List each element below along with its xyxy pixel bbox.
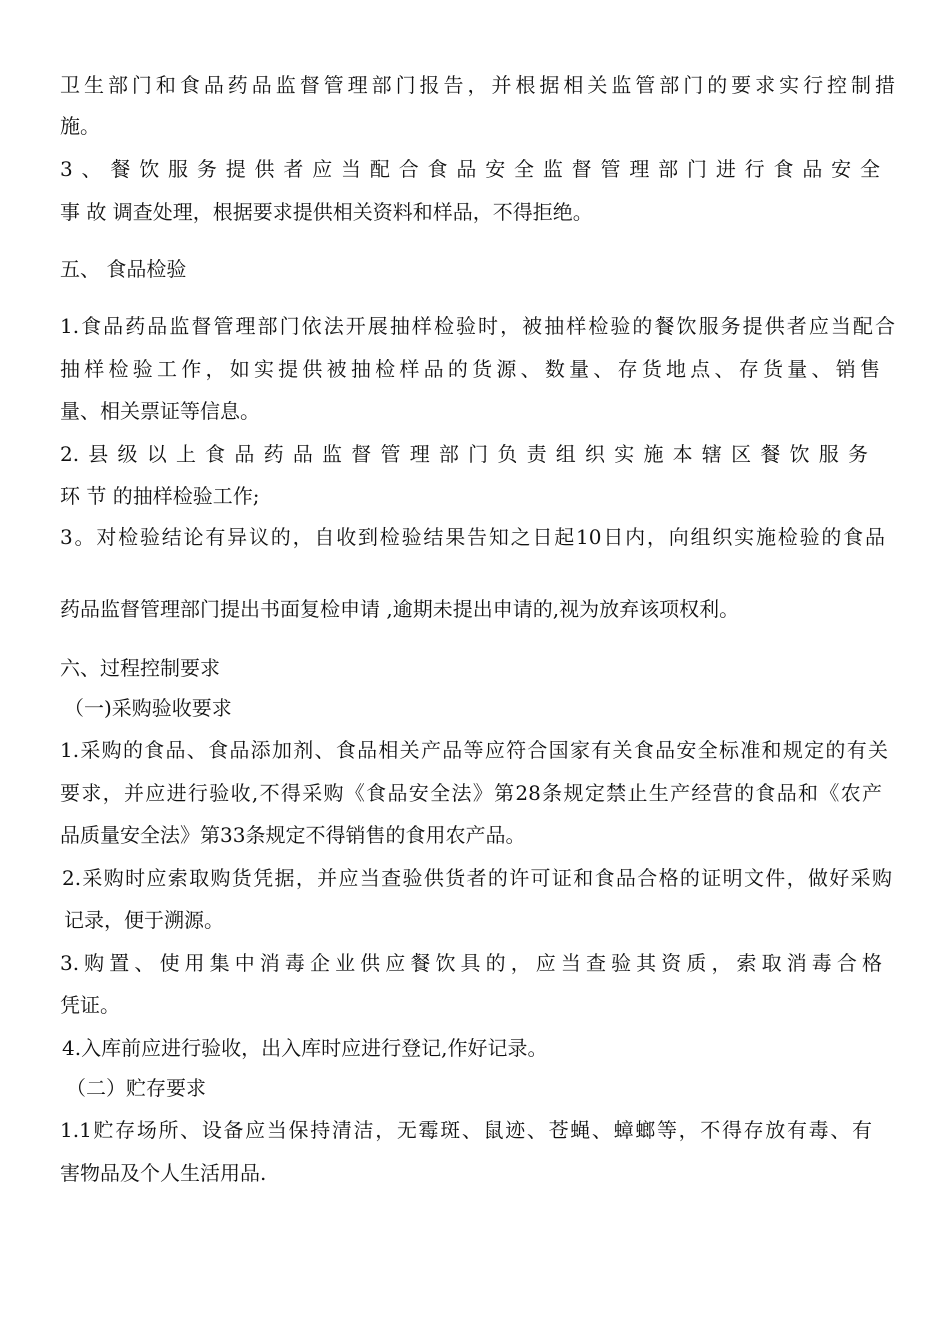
text-line: 1.1贮存场所、设备应当保持清洁，无霉斑、鼠迹、苍蝇、蟑螂等，不得存放有毒、有 xyxy=(60,1118,872,1142)
text-line: 1.食品药品监督管理部门依法开展抽样检验时，被抽样检验的餐饮服务提供者应当配合 xyxy=(60,314,895,338)
text-line: 量、相关票证等信息。 xyxy=(60,399,260,423)
text-line: 3。对检验结论有异议的，自收到检验结果告知之日起10日内，向组织实施检验的食品 xyxy=(60,525,885,549)
text-line: 2.县级以上食品药品监督管理部门负责组织实施本辖区餐饮服务 xyxy=(60,442,868,466)
text-line: 3.购置、使用集中消毒企业供应餐饮具的，应当查验其资质，索取消毒合格 xyxy=(60,951,882,975)
text-line: 3、餐饮服务提供者应当配合食品安全监督管理部门进行食品安全 xyxy=(60,157,880,181)
text-line: 卫生部门和食品药品监督管理部门报告，并根据相关监管部门的要求实行控制措 xyxy=(60,73,895,97)
section-heading: 六、过程控制要求 xyxy=(60,656,220,680)
subsection-heading: （二）贮存要求 xyxy=(66,1076,206,1100)
text-line: 凭证。 xyxy=(60,993,120,1017)
text-line: 4.入库前应进行验收，出入库时应进行登记,作好记录。 xyxy=(62,1036,548,1060)
subsection-heading: （一)采购验收要求 xyxy=(64,696,232,720)
text-line: 害物品及个人生活用品. xyxy=(60,1161,267,1185)
text-line: 药品监督管理部门提出书面复检申请 ,逾期未提出申请的,视为放弃该项权利。 xyxy=(60,597,740,621)
text-line: 1.采购的食品、食品添加剂、食品相关产品等应符合国家有关食品安全标准和规定的有关 xyxy=(60,738,888,762)
text-line: 环 节 的抽样检验工作; xyxy=(60,484,260,508)
section-heading: 五、 食品检验 xyxy=(60,257,187,281)
text-line: 2.采购时应索取购货凭据，并应当查验供货者的许可证和食品合格的证明文件，做好采购 xyxy=(62,866,892,890)
text-line: 记录，便于溯源。 xyxy=(64,908,224,932)
text-line: 要求，并应进行验收,不得采购《食品安全法》第28条规定禁止生产经营的食品和《农产 xyxy=(60,781,882,805)
text-line: 抽样检验工作，如实提供被抽检样品的货源、数量、存货地点、存货量、销售 xyxy=(60,357,880,381)
text-line: 事 故 调查处理，根据要求提供相关资料和样品，不得拒绝。 xyxy=(60,200,593,224)
text-line: 施。 xyxy=(60,114,100,138)
text-line: 品质量安全法》第33条规定不得销售的食用农产品。 xyxy=(60,823,526,847)
